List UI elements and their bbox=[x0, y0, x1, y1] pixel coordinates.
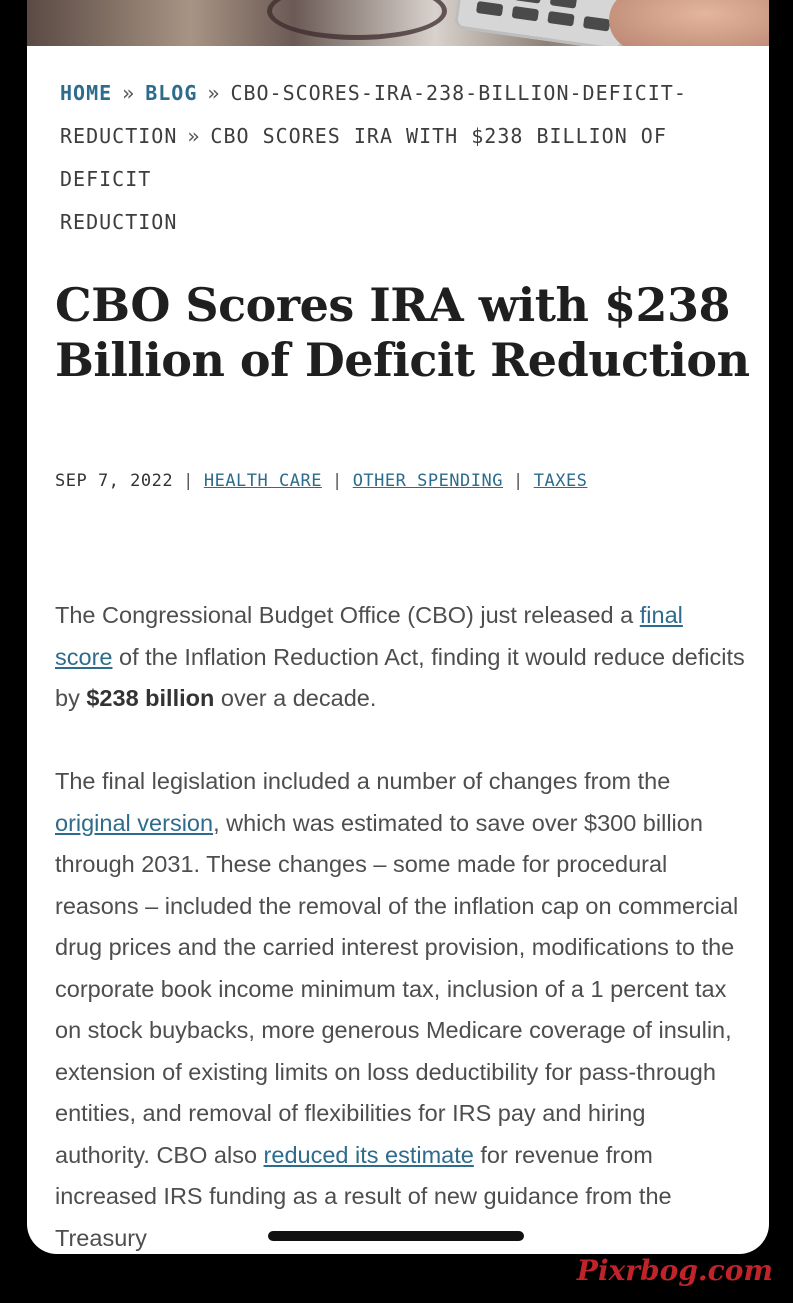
hand-graphic bbox=[609, 0, 769, 46]
article-title: CBO Scores IRA with $238 Billion of Deficit Reduction bbox=[55, 278, 750, 387]
breadcrumb-slug: CBO-SCORES-IRA-238-BILLION-DEFICIT- REDUCTION bbox=[60, 81, 687, 148]
breadcrumb-separator: » bbox=[187, 124, 201, 148]
category-other-spending-link[interactable]: OTHER SPENDING bbox=[352, 471, 503, 491]
article-meta: SEP 7, 2022 | HEALTH CARE | OTHER SPENDING | TAXES bbox=[55, 471, 588, 491]
article-paragraph-2: The final legislation included a number of changes from the original version, which was estimated to save over $300 billion through 2031. These changes – some made for procedural reasons – included the removal of the inflation cap on commercial drug prices and the carried interest provision, modifications to the corporate book income minimum tax, inclusion of a 1 percent tax on stock buybacks, more generous Medicare coverage of insulin, extension of existing limits on loss deductibility for pass-through entities, and removal of flexibilities for IRS pay and hiring authority. CBO also reduced its estimate for revenue from increased IRS funding as a result of new guidance from the Treasury bbox=[55, 768, 739, 1251]
breadcrumb-home-link[interactable]: HOME bbox=[60, 81, 113, 105]
category-health-care-link[interactable]: HEALTH CARE bbox=[203, 471, 322, 491]
article-card bbox=[27, 46, 769, 1254]
home-indicator[interactable] bbox=[268, 1231, 524, 1241]
article-paragraph-1: The Congressional Budget Office (CBO) just released a final score of the Inflation Reduction Act, finding it would reduce deficits by $238 billion over a decade. bbox=[55, 602, 745, 711]
category-taxes-link[interactable]: TAXES bbox=[533, 471, 588, 491]
deficit-amount: $238 billion bbox=[86, 685, 215, 711]
original-version-link[interactable]: original version bbox=[55, 809, 214, 836]
breadcrumb bbox=[60, 72, 740, 244]
calculator-graphic bbox=[454, 0, 631, 46]
breadcrumb-separator: » bbox=[207, 81, 221, 105]
breadcrumb-blog-link[interactable]: BLOG bbox=[145, 81, 198, 105]
article-date: SEP 7, 2022 bbox=[55, 471, 174, 491]
breadcrumb-separator: » bbox=[122, 81, 136, 105]
breadcrumb-current: CBO SCORES IRA WITH $238 BILLION OF DEFICIT REDUCTION bbox=[60, 124, 667, 234]
final-score-link[interactable]: final score bbox=[55, 602, 683, 670]
watermark: Pixrbog.com bbox=[576, 1254, 773, 1287]
eyeglasses-graphic bbox=[267, 0, 447, 40]
reduced-estimate-link[interactable]: reduced its estimate bbox=[263, 1141, 474, 1168]
hero-image bbox=[27, 0, 769, 46]
